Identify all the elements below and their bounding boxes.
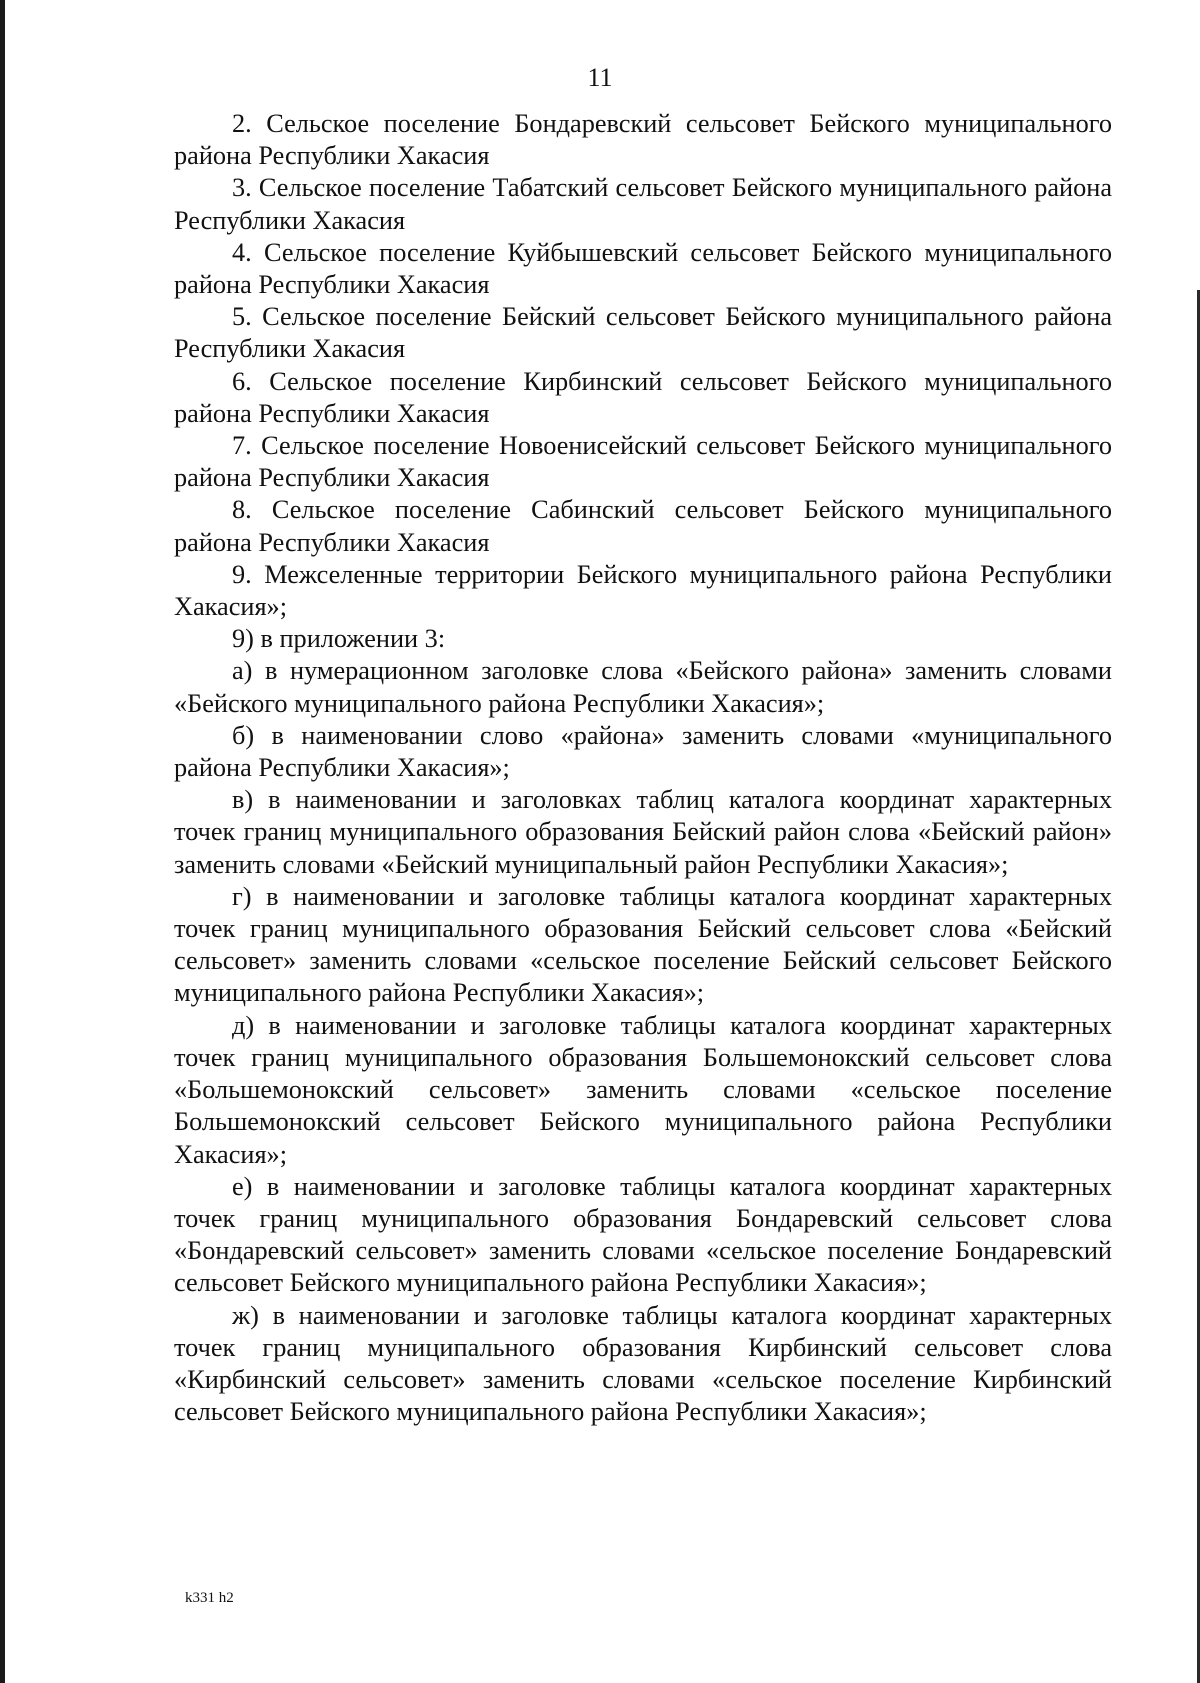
paragraph: ж) в наименовании и заголовке таблицы каталога координат характерных точек границ муниципального образования Кирбинский сельсовет слова «Кирбинский сельсовет» заменить словами «сельское поселение Кирбинский сельсовет Бейского муниципального района Республики Хакасия»; xyxy=(174,1300,1112,1427)
paragraph: 3. Сельское поселение Табатский сельсовет Бейского муниципального района Республики Хакасия xyxy=(174,173,1112,235)
document-body xyxy=(174,108,1112,1428)
footer-code: k331 h2 xyxy=(185,1590,234,1606)
paragraph: г) в наименовании и заголовке таблицы каталога координат характерных точек границ муниципального образования Бейский сельсовет слова «Бейский сельсовет» заменить словами «сельское поселение Бейский сельсовет Бейского муниципального района Республики Хакасия»; xyxy=(174,881,1112,1008)
paragraph: 2. Сельское поселение Бондаревский сельсовет Бейского муниципального района Республики Хакасия xyxy=(174,109,1112,171)
paragraph: 5. Сельское поселение Бейский сельсовет Бейского муниципального района Республики Хакасия xyxy=(174,302,1112,364)
paragraph: е) в наименовании и заголовке таблицы каталога координат характерных точек границ муниципального образования Бондаревский сельсовет слова «Бондаревский сельсовет» заменить словами «сельское поселение Бондаревский сельсовет Бейского муниципального района Республики Хакасия»; xyxy=(174,1171,1112,1298)
scan-edge-left xyxy=(0,0,5,1683)
paragraph: 9. Межселенные территории Бейского муниципального района Республики Хакасия»; xyxy=(174,559,1112,622)
paragraph: а) в нумерационном заголовке слова «Бейского района» заменить словами «Бейского муниципального района Республики Хакасия»; xyxy=(174,656,1112,718)
paragraph: в) в наименовании и заголовках таблиц каталога координат характерных точек границ муниципального образования Бейский район слова «Бейский район» заменить словами «Бейский муниципальный район Республики Хакасия»; xyxy=(174,785,1112,879)
paragraph: б) в наименовании слово «района» заменить словами «муниципального района Республики Хакасия»; xyxy=(174,720,1112,783)
paragraph: 4. Сельское поселение Куйбышевский сельсовет Бейского муниципального района Республики Хакасия xyxy=(174,237,1112,300)
paragraph: 7. Сельское поселение Новоенисейский сельсовет Бейского муниципального района Республики Хакасия xyxy=(174,431,1112,493)
paragraph: 8. Сельское поселение Сабинский сельсовет Бейского муниципального района Республики Хакасия xyxy=(174,495,1112,557)
paragraph: д) в наименовании и заголовке таблицы каталога координат характерных точек границ муниципального образования Большемонокский сельсовет слова «Большемонокский сельсовет» заменить словами «сельское поселение Большемонокский сельсовет Бейского муниципального района Республики Хакасия»; xyxy=(174,1010,1112,1169)
paragraph: 9) в приложении 3: xyxy=(232,624,446,654)
page-number: 11 xyxy=(587,63,613,92)
paragraph: 6. Сельское поселение Кирбинский сельсовет Бейского муниципального района Республики Хакасия xyxy=(174,366,1112,428)
